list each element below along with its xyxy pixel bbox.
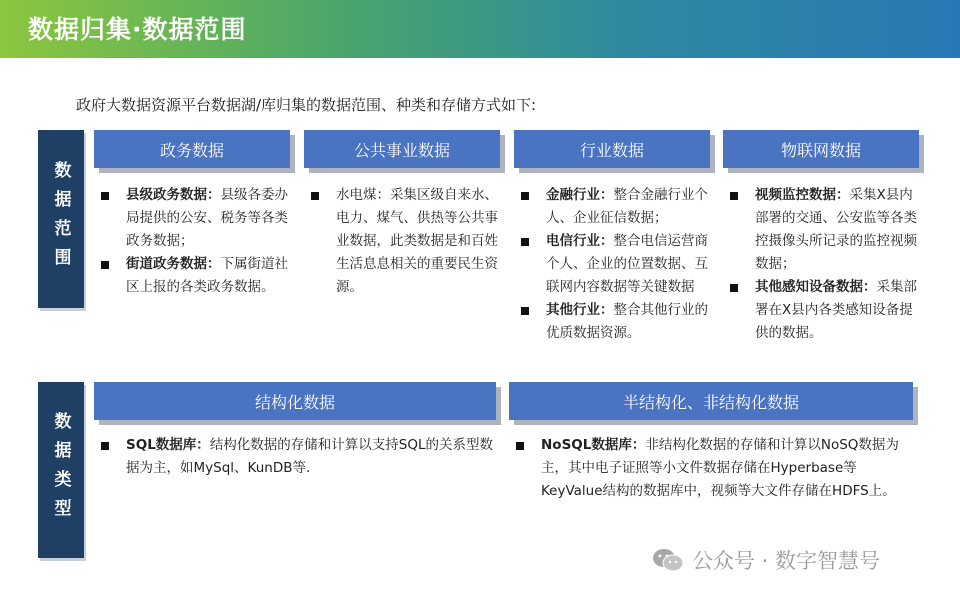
- intro-text: 政府大数据资源平台数据湖/库归集的数据范围、种类和存储方式如下:: [76, 96, 537, 114]
- list-item: 水电煤：采集区级自来水、电力、煤气、供热等公共事业数据，此类数据是和百姓生活息息相关的重要民生资源。: [304, 184, 500, 299]
- list-item: 街道政务数据：下属街道社区上报的各类政务数据。: [94, 253, 290, 299]
- side-label-scope: 数据范围: [38, 130, 84, 308]
- column-iot: [723, 184, 919, 345]
- header-industry: 行业数据: [514, 130, 710, 168]
- column-gov-data: [94, 184, 290, 299]
- list-item: 金融行业：整合金融行业个人、企业征信数据；: [514, 184, 710, 230]
- list-item: SQL数据库：结构化数据的存储和计算以支持SQL的关系型数据为主，如MySql、KunDB等.: [94, 434, 494, 480]
- list-item: 其他行业：整合其他行业的优质数据资源。: [514, 299, 710, 345]
- page-title: 数据归集·数据范围: [28, 15, 247, 44]
- column-industry: [514, 184, 710, 345]
- header-gov-data: 政务数据: [94, 130, 290, 168]
- watermark: [652, 545, 880, 575]
- header-iot: 物联网数据: [723, 130, 919, 168]
- header-public-utility: 公共事业数据: [304, 130, 500, 168]
- side-label-type: 数据类型: [38, 382, 84, 558]
- column-structured: [94, 434, 494, 480]
- list-item: 视频监控数据：采集X县内部署的交通、公安监等各类控摄像头所记录的监控视频数据；: [723, 184, 919, 276]
- list-item: NoSQL数据库：非结构化数据的存储和计算以NoSQ数据为主，其中电子证照等小文件数据存储在Hyperbase等KeyValue结构的数据库中，视频等大文件存储在HDFS上。: [509, 434, 909, 503]
- list-item: 县级政务数据：县级各委办局提供的公安、税务等各类政务数据；: [94, 184, 290, 253]
- list-item: 电信行业：整合电信运营商个人、企业的位置数据、互联网内容数据等关键数据: [514, 230, 710, 299]
- header-structured: 结构化数据: [94, 382, 496, 420]
- list-item: 其他感知设备数据：采集部署在X县内各类感知设备提供的数据。: [723, 276, 919, 345]
- wechat-icon: [652, 547, 684, 573]
- title-bar: [0, 0, 960, 58]
- watermark-text: 公众号 · 数字智慧号: [692, 549, 881, 573]
- column-unstructured: [509, 434, 909, 503]
- column-public-utility: [304, 184, 500, 299]
- header-unstructured: 半结构化、非结构化数据: [509, 382, 913, 420]
